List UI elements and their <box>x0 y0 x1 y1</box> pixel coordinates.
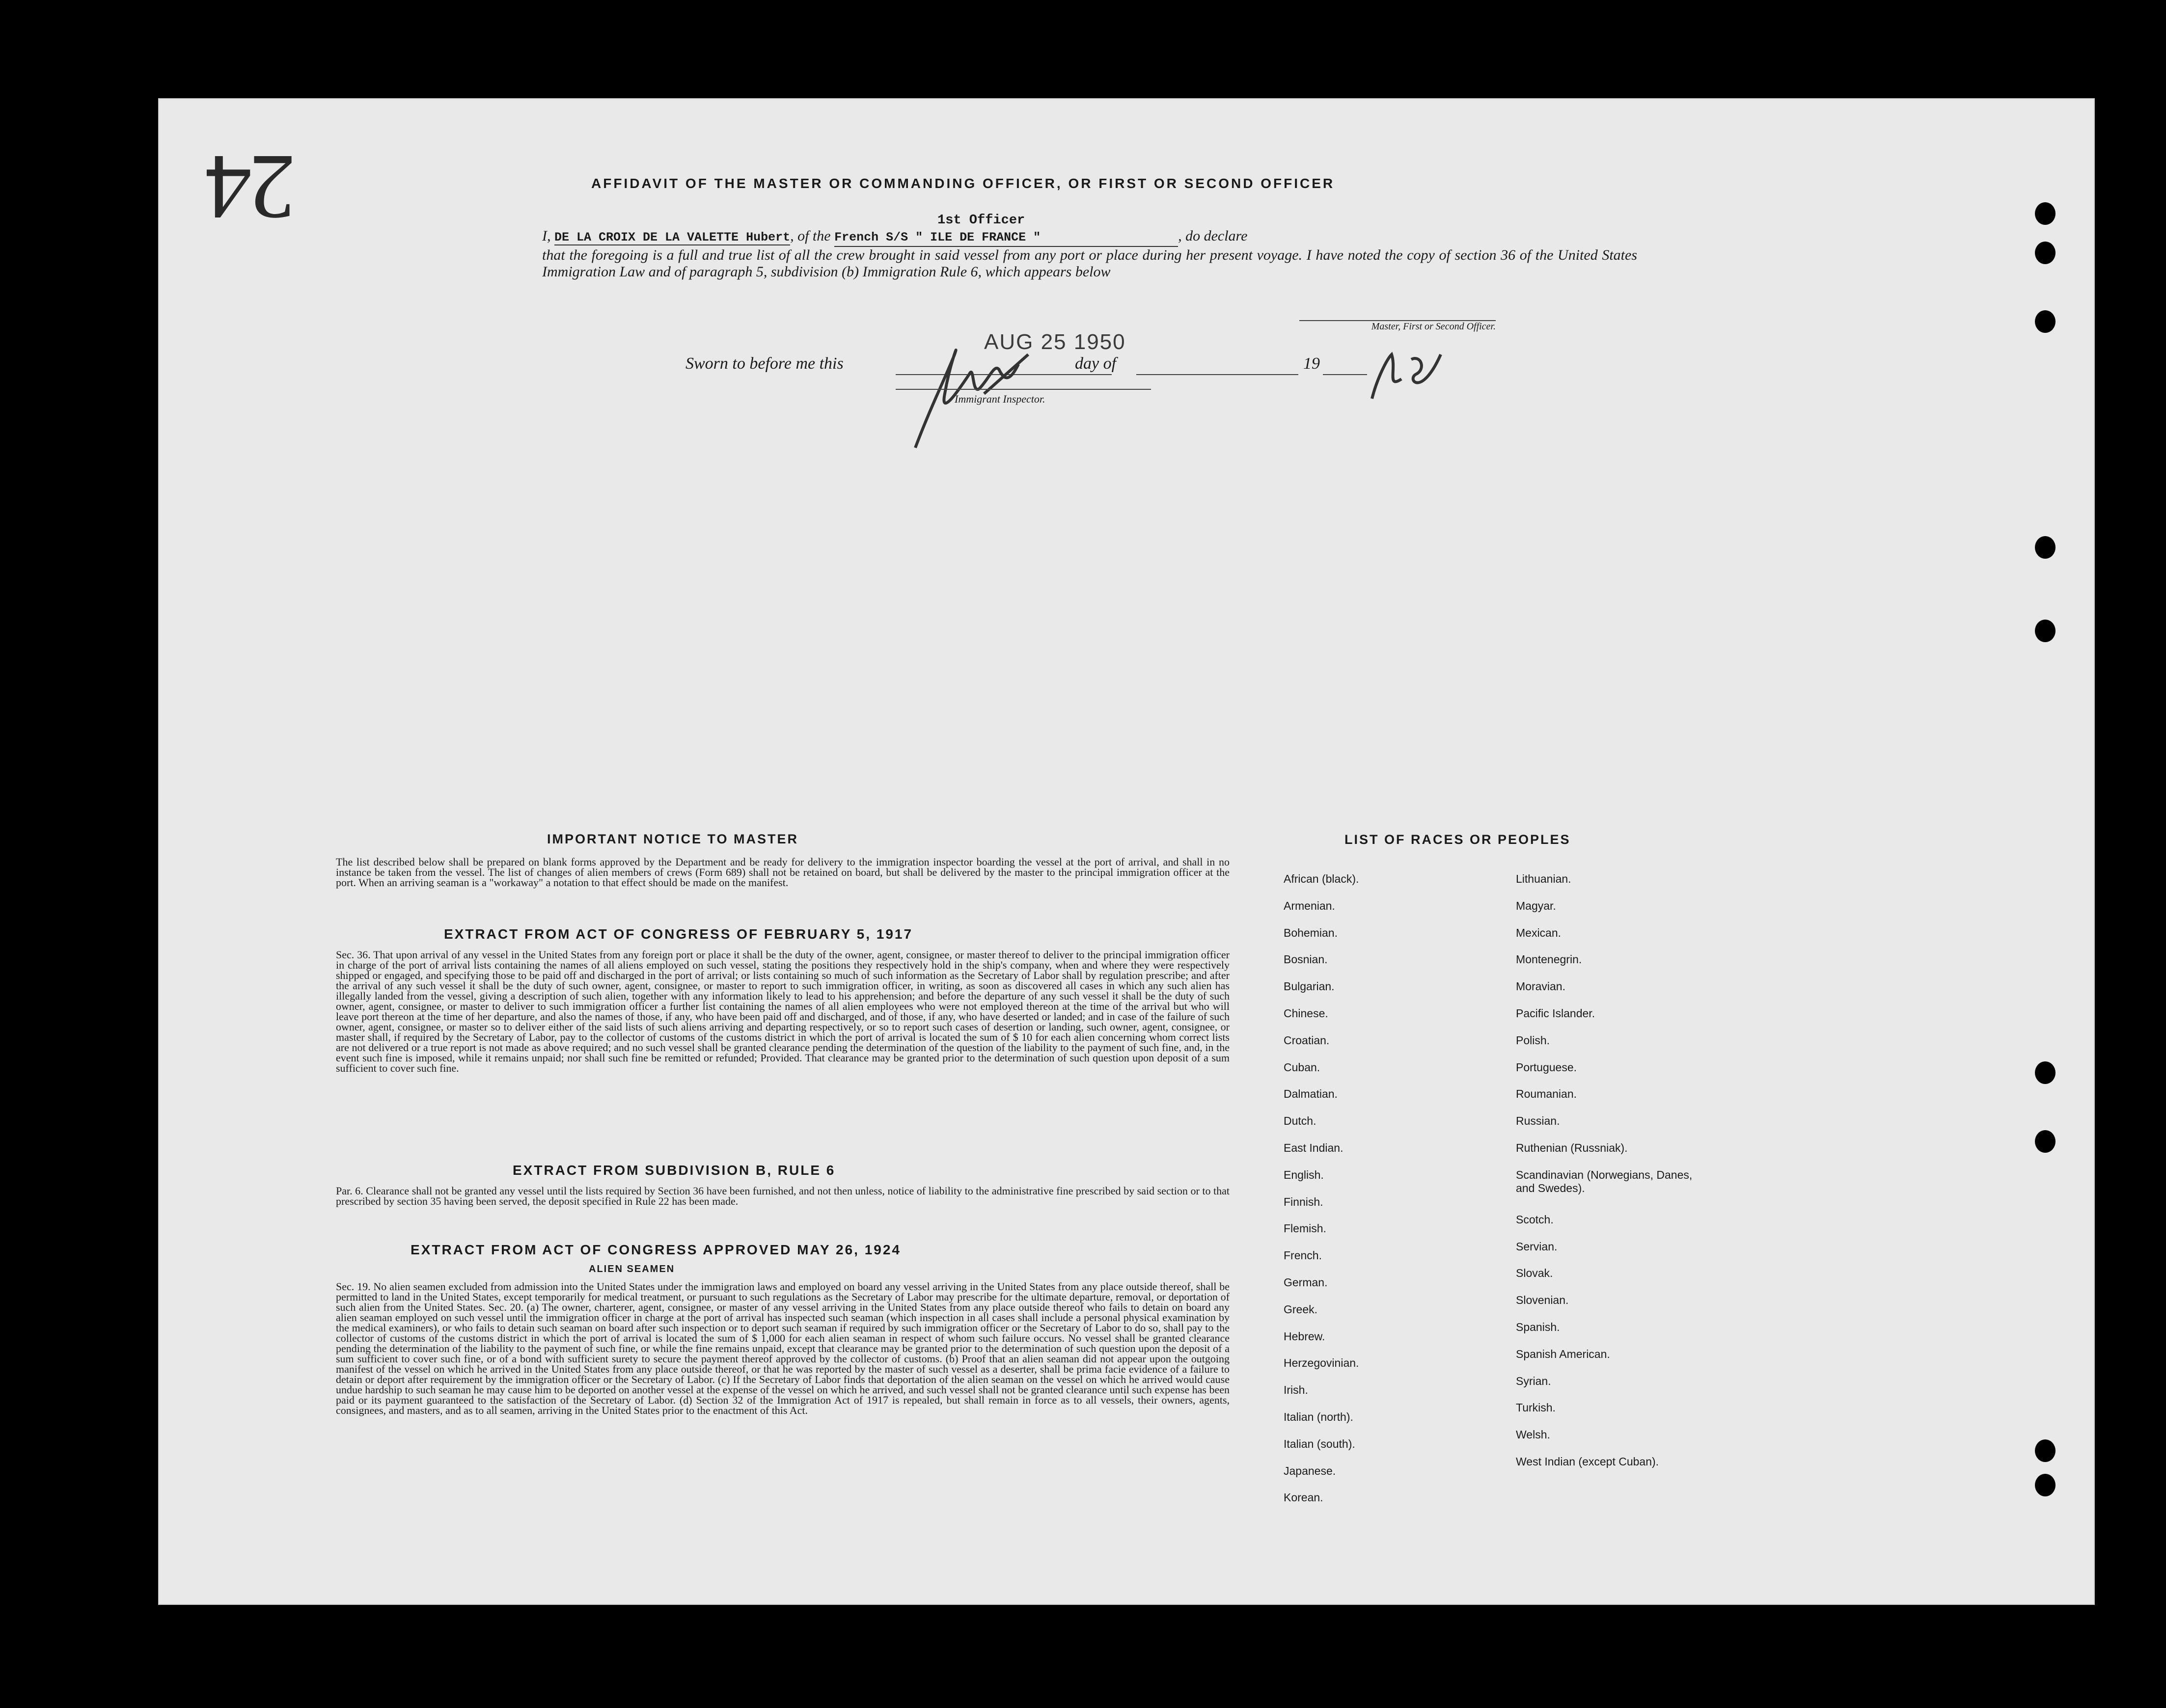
officer-rank: 1st Officer <box>937 213 1025 228</box>
punch-hole <box>2035 620 2056 642</box>
extract-rule6-title: EXTRACT FROM SUBDIVISION B, RULE 6 <box>513 1163 836 1178</box>
race-item: Ruthenian (Russniak). <box>1516 1141 1628 1154</box>
race-item: Montenegrin. <box>1516 953 1582 966</box>
document-page <box>158 98 2095 1605</box>
text-i: I, <box>542 228 551 244</box>
race-item: African (black). <box>1284 872 1359 885</box>
extract-1924-subtitle: ALIEN SEAMEN <box>589 1264 675 1274</box>
race-item: Cuban. <box>1284 1060 1320 1074</box>
punch-hole <box>2035 242 2056 264</box>
race-item: Italian (south). <box>1284 1437 1355 1450</box>
race-item: Mexican. <box>1516 926 1562 939</box>
race-item: Magyar. <box>1516 899 1556 912</box>
race-item: East Indian. <box>1284 1141 1343 1154</box>
punch-hole <box>2035 1130 2056 1153</box>
race-item: Irish. <box>1284 1383 1308 1397</box>
race-item: Bohemian. <box>1284 926 1338 939</box>
affidavit-title: AFFIDAVIT OF THE MASTER OR COMMANDING OFFICER, OR FIRST OR SECOND OFFICER <box>591 176 1335 191</box>
year-prefix: 19 <box>1303 354 1320 373</box>
notice-body: The list described below shall be prepared on blank forms approved by the Department and be ready for delivery to the immigration inspector boarding the vessel at the port of arrival, and shall in no instance be taken from the vessel. The list of changes of alien members of crews (Form 689) shall not be retained on board, but shall be delivered by the master to the principal immigration officer at the port. When an arriving seaman is a "workaway" a notation to that effect should be made on the manifest. <box>336 856 1230 889</box>
race-item: German. <box>1284 1275 1328 1289</box>
inspector-line <box>896 389 1151 390</box>
race-item: Scotch. <box>1516 1213 1554 1226</box>
text-of-the: , of the <box>790 228 831 244</box>
race-item: Portuguese. <box>1516 1060 1577 1074</box>
race-item: Polish. <box>1516 1033 1550 1047</box>
text-do-declare: , do declare <box>1178 228 1248 244</box>
race-item: Hebrew. <box>1284 1329 1325 1343</box>
race-item: Roumanian. <box>1516 1087 1577 1101</box>
races-title: LIST OF RACES OR PEOPLES <box>1344 832 1571 847</box>
race-item: Bulgarian. <box>1284 980 1335 993</box>
race-item: Dalmatian. <box>1284 1087 1338 1101</box>
punch-hole <box>2035 1439 2056 1462</box>
extract-1924-title: EXTRACT FROM ACT OF CONGRESS APPROVED MAY 26, 1924 <box>411 1242 901 1257</box>
declarant-name: DE LA CROIX DE LA VALETTE Hubert <box>554 230 791 244</box>
punch-hole <box>2035 202 2056 225</box>
race-item: Lithuanian. <box>1516 872 1571 885</box>
extract-rule6-body: Par. 6. Clearance shall not be granted any vessel until the lists required by Section 36 have been furnished, and not then unless, notice of liability to the administrative fine prescribed by said section or to that prescribed by section 35 having been served, the deposit specified in Rule 22 has been made. <box>336 1185 1230 1207</box>
race-item: Scandinavian (Norwegians, Danes, and Swedes). <box>1516 1168 1693 1194</box>
race-item: Servian. <box>1516 1240 1558 1253</box>
race-item: Russian. <box>1516 1114 1560 1128</box>
races-col-2 <box>1516 872 1702 1482</box>
race-item: English. <box>1284 1168 1324 1181</box>
race-item: Armenian. <box>1284 899 1335 912</box>
race-item: Korean. <box>1284 1491 1323 1504</box>
race-item: Greek. <box>1284 1302 1318 1316</box>
stamp-number: 24 <box>208 136 296 239</box>
signatory-line: Master, First or Second Officer. <box>1299 320 1496 332</box>
punch-hole <box>2035 310 2056 333</box>
inspector-label: Immigrant Inspector. <box>955 393 1045 405</box>
race-item: Chinese. <box>1284 1006 1328 1020</box>
bleed-through-header <box>434 129 442 151</box>
race-item: Pacific Islander. <box>1516 1006 1595 1020</box>
affidavit-declaration <box>542 228 1637 280</box>
race-item: French. <box>1284 1249 1322 1262</box>
race-item: Spanish. <box>1516 1320 1560 1333</box>
race-item: Finnish. <box>1284 1195 1323 1208</box>
race-item: Flemish. <box>1284 1222 1326 1235</box>
race-item: Spanish American. <box>1516 1347 1610 1360</box>
race-item: Moravian. <box>1516 980 1565 993</box>
race-item: Welsh. <box>1516 1428 1550 1441</box>
extract-1917-title: EXTRACT FROM ACT OF CONGRESS OF FEBRUARY 5, 1917 <box>444 926 913 942</box>
date-stamp: AUG 25 1950 <box>984 330 1126 354</box>
extract-1924-body: Sec. 19. No alien seamen excluded from admission into the United States under the immigration laws and employed on board any vessel arriving in the United States from any place outside thereof, shall be permitted to land in the United States, except temporarily for medical treatment, or pursuant to such regulations as the Secretary of Labor may prescribe for the ultimate departure, removal, or deportation of such alien from the United States. Sec. 20. (a) The owner, charterer, agent, consignee, or master of any vessel arriving in the United States from any place outside thereof who fails to detain on board any alien seaman employed on such vessel until the immigration officer in charge at the port of arrival has inspected such seaman (which inspection in all cases shall include a personal physical examination by the medical examiners), or who fails to detain such seaman on board after such inspection or to deport such seaman if required by such immigration officer or the Secretary of Labor to do so, shall pay to the collector of customs of the customs district in which the port of arrival is located the sum of $ 1,000 for each alien seaman in respect of whom such failure occurs. No vessel shall be granted clearance pending the determination of the liability to the payment of such fine, or while the fine remains unpaid, except that clearance may be granted prior to the determination of such question upon the deposit of a sum sufficient to cover such fine, or of a bond with sufficient surety to secure the payment thereof approved by the collector of customs. (b) Proof that an alien seaman did not appear upon the outgoing manifest of the vessel on which he arrived in the United States from any place outside thereof, or that he was reported by the master of such vessel as a deserter, shall be prima facie evidence of a failure to detain or deport after requirement by the immigration officer or the Secretary of Labor. (c) If the Secretary of Labor finds that deportation of the alien seaman on the vessel on which he arrived would cause undue hardship to such seaman he may cause him to be deported on another vessel at the expense of the vessel on which he arrived, and such vessel shall not be granted clearance until such expense has been paid or its payment guaranteed to the satisfaction of the Secretary of Labor. (d) Section 32 of the Immigration Act of 1917 is repealed, but shall remain in force as to all vessels, their owners, agents, consignees, and masters, and as to all seamen, arriving in the United States prior to the enactment of this Act. <box>336 1280 1230 1416</box>
sworn-month-line <box>1136 374 1298 375</box>
race-item: Slovak. <box>1516 1267 1553 1280</box>
races-col-1 <box>1284 872 1460 1518</box>
race-item: Slovenian. <box>1516 1294 1569 1307</box>
race-item: Bosnian. <box>1284 953 1328 966</box>
race-item: Turkish. <box>1516 1401 1556 1414</box>
notice-title: IMPORTANT NOTICE TO MASTER <box>547 832 798 846</box>
race-item: Japanese. <box>1284 1464 1336 1477</box>
race-item: Croatian. <box>1284 1033 1330 1047</box>
day-of-label: day of <box>1075 354 1117 373</box>
officer-signature <box>1357 340 1465 408</box>
extract-1917-body: Sec. 36. That upon arrival of any vessel in the United States from any foreign port or place it shall be the duty of the owner, agent, consignee, or master thereof to deliver to the principal immigration officer in charge of the port of arrival lists containing the names of all aliens employed on such vessel, stating the positions they respectively hold in the ship's company, when and where they were respectively shipped or engaged, and specifying those to be paid off and discharged in the port of arrival; or lists containing so much of such information as the Secretary of Labor shall by regulation prescribe; and after the arrival of any such vessel it shall be the duty of such owner, agent, consignee, or master to report to such immigration officer, in writing, as soon as discovered all cases in which any such alien has illegally landed from the vessel, giving a description of such alien, together with any information likely to lead to his apprehension; and before the departure of any such vessel it shall be the duty of such owner, agent, consignee, or master to deliver to such immigration officer a further list containing the names of all alien employees who were not employed thereon at the time of the arrival but who will leave port thereon at the time of her departure, and also the names of those, if any, who have been paid off and discharged, and of those, if any, who have deserted or landed; and in case of the failure of such owner, agent, consignee, or master so to deliver either of the said lists of such aliens arriving and departing respectively, or so to report such cases of desertion or landing, such owner, agent, consignee, or master shall, if required by the Secretary of Labor, pay to the collector of customs of the customs district in which the port of arrival is located the sum of $ 10 for each alien concerning whom correct lists are not delivered or a true report is not made as above required; and no such vessel shall be granted clearance pending the determination of the question of the liability to the payment of such fine, and, in the event such fine is imposed, while it remains unpaid; nor shall such fine be remitted or refunded; Provided. That clearance may be granted prior to the determination of such question upon deposit of a sum sufficient to cover such fine. <box>336 949 1230 1074</box>
declaration-body: that the foregoing is a full and true list of all the crew brought in said vessel from any port or place during her present voyage. I have noted the copy of section 36 of the United States Immigration Law and of paragraph 5, subdivision (b) Immigration Rule 6, which appears below <box>542 247 1637 280</box>
race-item: Dutch. <box>1284 1114 1316 1128</box>
race-item: West Indian (except Cuban). <box>1516 1455 1659 1468</box>
race-item: Herzegovinian. <box>1284 1356 1359 1370</box>
punch-hole <box>2035 1474 2056 1496</box>
punch-hole <box>2035 536 2056 559</box>
race-item: Syrian. <box>1516 1374 1551 1387</box>
punch-hole <box>2035 1061 2056 1084</box>
race-item: Italian (north). <box>1284 1410 1353 1423</box>
vessel-name: French S/S " ILE DE FRANCE " <box>834 229 1178 247</box>
sworn-text: Sworn to before me this <box>685 354 844 373</box>
